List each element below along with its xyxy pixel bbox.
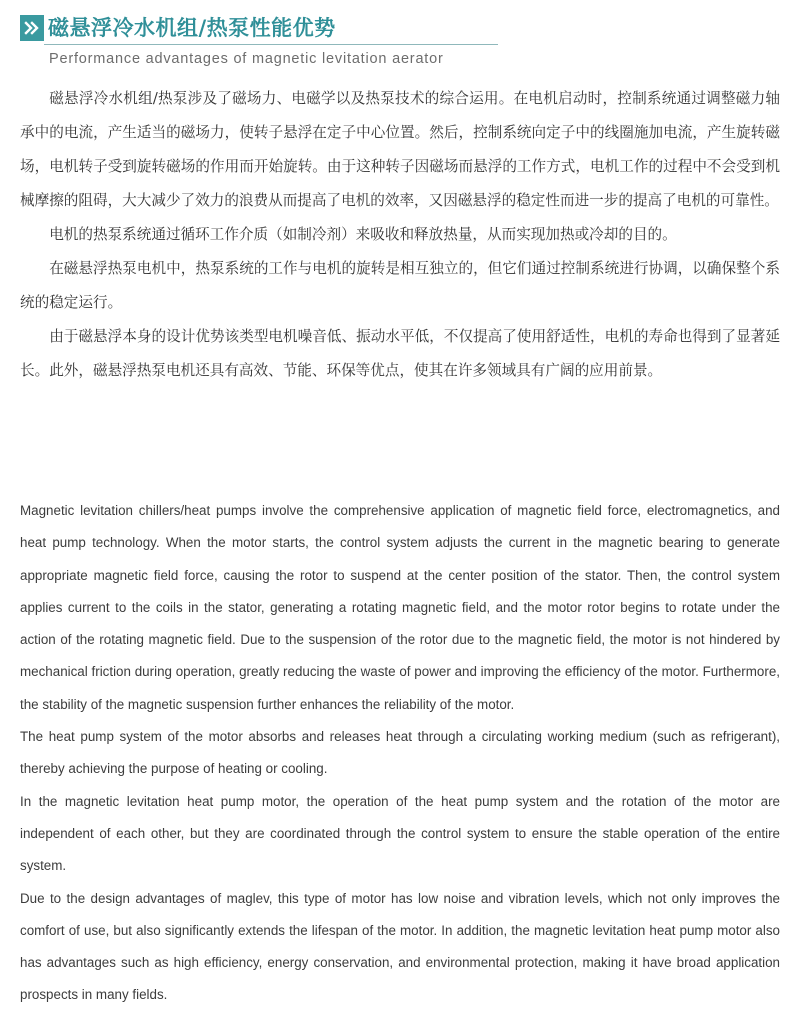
cn-paragraph-1: 磁悬浮冷水机组/热泵涉及了磁场力、电磁学以及热泵技术的综合运用。在电机启动时，控制系统通过调整磁力轴承中的电流，产生适当的磁场力，使转子悬浮在定子中心位置。然后，控制系统向定子中的线圈施加电流，产生旋转磁场，电机转子受到旋转磁场的作用而开始旋转。由于这种转子因磁场而悬浮的工作方式，电机工作的过程中不会受到机械摩擦的阻碍，大大减少了效力的浪费从而提高了电机的效率，又因磁悬浮的稳定性而进一步的提高了电机的可靠性。 — [20, 90, 780, 209]
double-chevron-right-icon — [20, 15, 44, 41]
cn-paragraph-4: 由于磁悬浮本身的设计优势该类型电机噪音低、振动水平低，不仅提高了使用舒适性，电机的寿命也得到了显著延长。此外，磁悬浮热泵电机还具有高效、节能、环保等优点，使其在许多领域具有广阔的应用前景。 — [20, 328, 780, 379]
cn-paragraph-3: 在磁悬浮热泵电机中，热泵系统的工作与电机的旋转是相互独立的，但它们通过控制系统进行协调，以确保整个系统的稳定运行。 — [20, 260, 780, 311]
chinese-body — [20, 82, 780, 388]
english-body — [20, 495, 780, 1012]
section-title-en: Performance advantages of magnetic levitation aerator — [49, 51, 444, 67]
en-paragraph-4: Due to the design advantages of maglev, this type of motor has low noise and vibration levels, which not only improves the comfort of use, but also significantly extends the lifespan of the motor. In addition, the magnetic levitation heat pump motor also has advantages such as high efficiency, energy conservation, and environmental protection, making it have broad application prospects in many fields. — [20, 890, 780, 1003]
en-paragraph-3: In the magnetic levitation heat pump motor, the operation of the heat pump system and the rotation of the motor are independent of each other, but they are coordinated through the control system to ensure the stable operation of the entire system. — [20, 793, 780, 874]
en-paragraph-2: The heat pump system of the motor absorbs and releases heat through a circulating working medium (such as refrigerant), thereby achieving the purpose of heating or cooling. — [20, 729, 780, 777]
section-title-cn: 磁悬浮冷水机组/热泵性能优势 — [48, 16, 336, 40]
cn-paragraph-2: 电机的热泵系统通过循环工作介质（如制冷剂）来吸收和释放热量，从而实现加热或冷却的目的。 — [49, 226, 677, 243]
en-paragraph-1: Magnetic levitation chillers/heat pumps involve the comprehensive application of magnetic field force, electromagnetics, and heat pump technology. When the motor starts, the control system adjusts the current in the magnetic bearing to generate appropriate magnetic field force, causing the rotor to suspend at the center position of the stator. Then, the control system applies current to the coils in the stator, generating a rotating magnetic field, and the motor rotor begins to rotate under the action of the rotating magnetic field. Due to the suspension of the rotor due to the magnetic field, the motor is not hindered by mechanical friction during operation, greatly reducing the waste of power and improving the efficiency of the motor. Furthermore, the stability of the magnetic suspension further enhances the reliability of the motor. — [20, 503, 780, 712]
title-divider — [44, 44, 498, 45]
section-header — [20, 8, 780, 78]
